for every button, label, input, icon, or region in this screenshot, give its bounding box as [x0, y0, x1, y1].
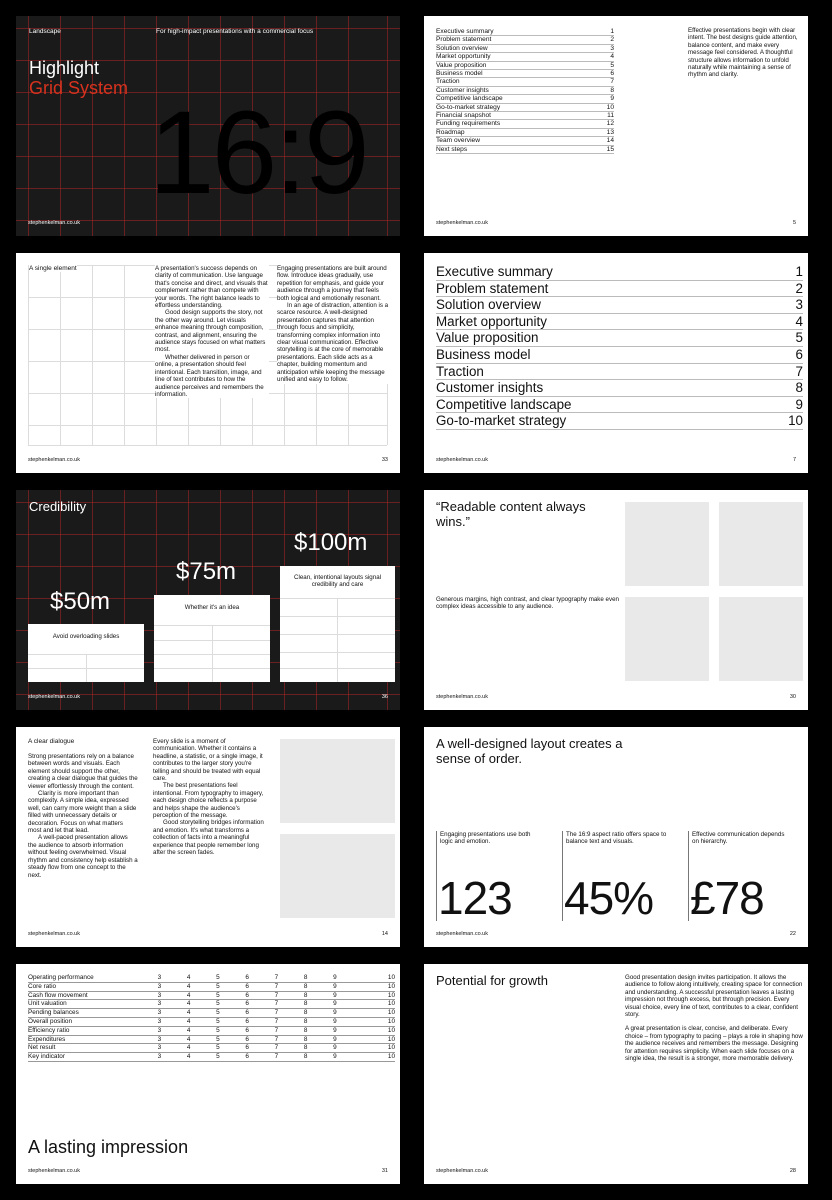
stat-value: $75m	[176, 558, 237, 585]
footer-site: stephenkelman.co.uk	[436, 220, 488, 226]
row-label: Cash flow movement	[28, 991, 132, 1000]
table-cell: 7	[249, 1009, 278, 1018]
table-cell: 6	[220, 1017, 249, 1026]
table-row	[28, 1009, 395, 1018]
body-text	[625, 974, 803, 1062]
page-number: 14	[381, 931, 388, 937]
toc-item-number: 13	[606, 128, 614, 136]
table-cell: 6	[220, 991, 249, 1000]
toc-item[interactable]	[436, 314, 803, 331]
page-number: 7	[792, 457, 796, 463]
paragraph: A great presentation is clear, concise, and deliberate. Every choice – from typography to pacing – plays a role in shaping how the audience receives and remembers the message. Designing for attention requires simplicity. When each slide focuses on a single idea, the result is a stronger, more memorable delivery.	[625, 1025, 803, 1063]
slide-contents	[424, 16, 808, 236]
toc-item[interactable]	[436, 397, 803, 414]
toc-item[interactable]	[436, 330, 803, 347]
toc-item-label: Market opportunity	[436, 53, 491, 61]
stat-card	[154, 595, 270, 682]
table-cell: 7	[249, 1026, 278, 1035]
table-cell: 9	[307, 982, 336, 991]
toc-item-number: 4	[610, 53, 614, 61]
slide-layout-order	[424, 727, 808, 947]
text-column-1	[155, 265, 269, 398]
slide-single-element	[16, 253, 400, 473]
table-cell: 8	[278, 991, 307, 1000]
toc-item-label: Solution overview	[436, 44, 488, 52]
footer-site: stephenkelman.co.uk	[28, 694, 80, 700]
table-cell: 9	[307, 1009, 336, 1018]
toc-item-number: 1	[795, 264, 803, 279]
slide-tagline: For high-impact presentations with a commercial focus	[156, 28, 314, 35]
toc-item[interactable]	[436, 28, 614, 36]
toc-item[interactable]	[436, 129, 614, 137]
toc-item-label: Go-to-market strategy	[436, 103, 501, 111]
toc-item-label: Business model	[436, 346, 531, 362]
row-label: Core ratio	[28, 982, 132, 991]
table-row	[28, 1053, 395, 1062]
page-number: 5	[792, 220, 796, 226]
stat-value: 123	[438, 872, 512, 924]
table-cell: 10	[337, 1000, 395, 1009]
table-cell: 7	[249, 1017, 278, 1026]
stat-value: 45%	[564, 872, 654, 924]
toc-item-number: 7	[610, 78, 614, 86]
table-cell: 9	[307, 1053, 336, 1062]
toc-item[interactable]	[436, 62, 614, 70]
table-cell: 6	[220, 1035, 249, 1044]
table-cell: 7	[249, 1035, 278, 1044]
page-title: A lasting impression	[28, 1137, 189, 1157]
table-cell: 6	[220, 1000, 249, 1009]
table-cell: 7	[249, 1053, 278, 1062]
table-cell: 4	[161, 1044, 190, 1053]
slide-metrics-table	[16, 964, 400, 1184]
image-placeholder	[719, 502, 803, 586]
toc-item[interactable]	[436, 95, 614, 103]
table-cell: 8	[278, 1035, 307, 1044]
table-cell: 5	[190, 974, 219, 982]
table-cell: 6	[220, 1009, 249, 1018]
table-cell: 7	[249, 974, 278, 982]
row-label: Unit valuation	[28, 1000, 132, 1009]
slide-readable-content	[424, 490, 808, 710]
table-cell: 8	[278, 1017, 307, 1026]
text-column-2	[277, 265, 390, 384]
table-cell: 5	[190, 1035, 219, 1044]
toc-item[interactable]	[436, 281, 803, 298]
toc-item-label: Go-to-market strategy	[436, 413, 567, 429]
toc-item[interactable]	[436, 87, 614, 95]
table-cell: 5	[190, 1017, 219, 1026]
row-label: Key indicator	[28, 1053, 132, 1062]
toc-item[interactable]	[436, 78, 614, 86]
table-cell: 8	[278, 1009, 307, 1018]
page-number: 33	[381, 457, 388, 463]
table-cell: 3	[132, 982, 161, 991]
toc-item-number: 4	[795, 313, 803, 329]
stat-caption: Engaging presentations use both logic and emotion.	[440, 831, 531, 846]
paragraph: Good design supports the story, not the other way around. Let visuals enhance meaning through composition, contrast, and alignment, ensuring the audience stays focused on what matters most.	[155, 309, 266, 354]
table-cell: 4	[161, 991, 190, 1000]
table-cell: 3	[132, 1017, 161, 1026]
text-column-2	[153, 738, 265, 857]
image-placeholder	[625, 597, 709, 681]
slide-clear-dialogue	[16, 727, 400, 947]
table-cell: 5	[190, 1053, 219, 1062]
stat-value: $50m	[50, 588, 111, 615]
footer-site: stephenkelman.co.uk	[436, 931, 488, 937]
footer-site: stephenkelman.co.uk	[28, 1168, 80, 1174]
table-cell: 3	[132, 1044, 161, 1053]
toc-item-number: 8	[795, 380, 803, 396]
toc-item-label: Executive summary	[436, 264, 553, 279]
toc-item-label: Value proposition	[436, 330, 539, 346]
toc-item-number: 10	[606, 103, 614, 111]
body-text: Generous margins, high contrast, and clear typography make even complex ideas accessible to any audience.	[436, 596, 619, 611]
slide-contents-large	[424, 253, 808, 473]
table-cell: 7	[249, 1044, 278, 1053]
page-title: A well-designed layout creates a sense of order.	[436, 736, 623, 766]
text-column-1	[28, 753, 138, 879]
toc-item[interactable]	[436, 380, 803, 397]
stat-card	[28, 624, 144, 682]
table-cell: 4	[161, 1000, 190, 1009]
page-number: 30	[789, 694, 796, 700]
toc-item-label: Problem statement	[436, 36, 492, 44]
toc-item-number: 9	[610, 95, 614, 103]
table-cell: 10	[337, 991, 395, 1000]
paragraph: Whether delivered in person or online, a presentation should feel intentional. Each transition, image, and line of text contributes to how the audience perceives and remembers the information.	[155, 353, 264, 398]
toc-item[interactable]	[436, 297, 803, 314]
toc-item-number: 2	[610, 36, 614, 44]
stat-caption: Effective communication depends on hierarchy.	[692, 831, 785, 846]
toc-item-number: 2	[795, 280, 803, 296]
table-cell: 9	[307, 974, 336, 982]
section-label: A clear dialogue	[28, 738, 75, 745]
toc-item[interactable]	[436, 112, 614, 120]
footer-site: stephenkelman.co.uk	[436, 694, 488, 700]
table-cell: 9	[307, 991, 336, 1000]
footer-site: stephenkelman.co.uk	[28, 457, 80, 463]
toc-item-label: Competitive landscape	[436, 396, 572, 412]
toc-item-number: 11	[607, 112, 614, 120]
table-cell: 6	[220, 1026, 249, 1035]
stat-caption: Avoid overloading slides	[52, 633, 120, 640]
stat-value: £78	[690, 872, 764, 924]
table-cell: 6	[220, 974, 249, 982]
table-cell: 3	[132, 1000, 161, 1009]
image-placeholder	[280, 834, 395, 918]
page-number: 22	[789, 931, 796, 937]
table-cell: 8	[278, 974, 307, 982]
stat-value: $100m	[294, 529, 368, 556]
table-cell: 8	[278, 982, 307, 991]
row-label: Expenditures	[28, 1035, 132, 1044]
table-row	[28, 1026, 395, 1035]
footer-site: stephenkelman.co.uk	[436, 1168, 488, 1174]
toc-item[interactable]	[436, 347, 803, 364]
toc-item-label: Roadmap	[436, 128, 465, 136]
paragraph: Strong presentations rely on a balance between words and visuals. Each element should support the other, creating a clear dialogue that guides the viewer effortlessly through the content.	[28, 753, 138, 790]
table-cell: 9	[307, 1035, 336, 1044]
row-label: Overall position	[28, 1017, 132, 1026]
table-cell: 3	[132, 1026, 161, 1035]
section-label: A single element	[29, 265, 77, 272]
toc-item-label: Financial snapshot	[436, 112, 491, 120]
table-cell: 6	[220, 1044, 249, 1053]
toc-item-number: 8	[610, 86, 614, 94]
table-cell: 4	[161, 1009, 190, 1018]
toc-item[interactable]	[436, 70, 614, 78]
table-row	[28, 1035, 395, 1044]
table-cell: 3	[132, 1053, 161, 1062]
slide-potential-growth	[424, 964, 808, 1184]
page-number: 36	[381, 694, 388, 700]
table-cell: 7	[249, 982, 278, 991]
stat-caption: Clean, intentional layouts signal credibility and care	[293, 574, 382, 589]
metrics-table	[28, 974, 395, 1062]
row-label: Efficiency ratio	[28, 1026, 132, 1035]
table-row	[28, 1044, 395, 1053]
toc-item-number: 15	[606, 145, 614, 153]
toc-item-label: Executive summary	[436, 28, 494, 35]
image-placeholder	[280, 739, 395, 823]
toc-item-number: 10	[788, 413, 803, 429]
table-row	[28, 982, 395, 991]
table-cell: 9	[307, 1044, 336, 1053]
toc-item[interactable]	[436, 264, 803, 281]
table-cell: 4	[161, 1017, 190, 1026]
table-cell: 6	[220, 1053, 249, 1062]
table-cell: 3	[132, 974, 161, 982]
table-cell: 5	[190, 982, 219, 991]
row-label: Operating performance	[28, 974, 132, 982]
image-placeholder	[625, 502, 709, 586]
toc-item[interactable]	[436, 104, 614, 112]
image-placeholder	[719, 597, 803, 681]
toc-item-label: Solution overview	[436, 297, 541, 313]
table-cell: 5	[190, 991, 219, 1000]
table-cell: 7	[249, 1000, 278, 1009]
toc-item-number: 3	[795, 297, 803, 313]
paragraph: Clarity is more important than complexity. A simple idea, expressed well, can carry more weight than a slide filled with unnecessary details or decoration. Focus on what matters most and let that lead.	[28, 790, 137, 835]
table-cell: 5	[190, 1009, 219, 1018]
toc-list	[436, 28, 614, 154]
table-row	[28, 1000, 395, 1009]
table-cell: 5	[190, 1026, 219, 1035]
row-label: Pending balances	[28, 1009, 132, 1018]
paragraph: The best presentations feel intentional. From typography to imagery, each design choice reflects a purpose and helps shape the audience's perception of the message.	[153, 782, 264, 820]
toc-item-number: 14	[606, 137, 614, 145]
toc-item-number: 9	[795, 396, 803, 412]
toc-item[interactable]	[436, 45, 614, 53]
toc-item[interactable]	[436, 146, 614, 154]
toc-item-label: Customer insights	[436, 86, 489, 94]
row-label: Net result	[28, 1044, 132, 1053]
stat-card	[280, 566, 395, 682]
toc-item[interactable]	[436, 413, 803, 430]
toc-item[interactable]	[436, 137, 614, 145]
page-title: Credibility	[29, 499, 87, 514]
table-cell: 10	[337, 974, 395, 982]
paragraph: Good presentation design invites participation. It allows the audience to follow along intuitively, creating space for connection and understanding. A successful presentation leaves a lasting impression not through excess, but through precision. Every visual choice, every line of text, contributes to a clear, confident story.	[625, 974, 803, 1019]
table-cell: 10	[337, 1053, 395, 1062]
stat-caption: Whether it's an idea	[184, 604, 240, 611]
paragraph: Good storytelling bridges information and emotion. It's what transforms a collection of facts into a meaningful experience that people remember long after the screen fades.	[153, 819, 264, 857]
toc-item-label: Traction	[436, 78, 460, 86]
paragraph: Engaging presentations are built around flow. Introduce ideas gradually, use repetition for emphasis, and guide your audience through a journey that feels both logical and emotionally resonant.	[277, 265, 387, 302]
table-cell: 9	[307, 1026, 336, 1035]
footer-site: stephenkelman.co.uk	[28, 931, 80, 937]
stat-caption: The 16:9 aspect ratio offers space to balance text and visuals.	[566, 831, 667, 846]
page-title: Highlight Grid System	[29, 58, 129, 98]
toc-item-number: 5	[795, 330, 803, 346]
table-cell: 6	[220, 982, 249, 991]
intro-text: Effective presentations begin with clear intent. The best designs guide attention, balance content, and make every message feel considered. A thoughtful structure allows information to unfold naturally while maintaining a sense of rhythm and clarity.	[688, 27, 798, 79]
toc-item-label: Competitive landscape	[436, 95, 503, 103]
toc-item-number: 3	[610, 44, 614, 52]
paragraph: Every slide is a moment of communication. Whether it contains a headline, a statistic, or a single image, it contributes to the larger story you're telling and should be treated with equal care.	[153, 738, 263, 783]
page-number: 31	[381, 1168, 388, 1174]
table-cell: 5	[190, 1044, 219, 1053]
toc-item-label: Next steps	[436, 145, 468, 153]
toc-list	[436, 264, 803, 430]
table-cell: 7	[249, 991, 278, 1000]
toc-item-number: 7	[795, 363, 803, 379]
toc-item-number: 12	[606, 120, 614, 128]
toc-item-label: Problem statement	[436, 280, 549, 296]
table-cell: 3	[132, 1009, 161, 1018]
table-cell: 8	[278, 1044, 307, 1053]
toc-item-number: 6	[795, 346, 803, 362]
toc-item[interactable]	[436, 36, 614, 44]
table-cell: 8	[278, 1000, 307, 1009]
pull-quote: “Readable content always wins.”	[436, 499, 586, 529]
table-cell: 4	[161, 1053, 190, 1062]
table-cell: 10	[337, 1035, 395, 1044]
table-cell: 4	[161, 1026, 190, 1035]
footer-site: stephenkelman.co.uk	[28, 220, 80, 226]
page-title: Potential for growth	[436, 973, 549, 988]
toc-item[interactable]	[436, 120, 614, 128]
table-cell: 4	[161, 974, 190, 982]
table-cell: 8	[278, 1026, 307, 1035]
aspect-ratio-display: 16:9	[149, 87, 367, 219]
slide-grid-system	[16, 16, 400, 236]
paragraph: A presentation's success depends on clarity of communication. Use language that's concise and direct, and visuals that complement rather than compete with your words. The right balance leads to effortless understanding.	[155, 265, 268, 310]
table-cell: 3	[132, 991, 161, 1000]
table-cell: 8	[278, 1053, 307, 1062]
table-cell: 9	[307, 1000, 336, 1009]
toc-item-number: 5	[610, 61, 614, 69]
toc-item[interactable]	[436, 53, 614, 61]
table-cell: 3	[132, 1035, 161, 1044]
table-cell: 10	[337, 982, 395, 991]
table-cell: 5	[190, 1000, 219, 1009]
slide-credibility	[16, 490, 400, 710]
toc-item-label: Customer insights	[436, 380, 544, 396]
toc-item-label: Business model	[436, 70, 483, 78]
toc-item-label: Traction	[436, 363, 484, 379]
table-cell: 4	[161, 982, 190, 991]
toc-item[interactable]	[436, 364, 803, 381]
table-row	[28, 974, 395, 982]
paragraph: A well-paced presentation allows the audience to absorb information without feeling overwhelmed. Visual rhythm and consistency help establish a steady flow from one concept to the next.	[28, 834, 138, 879]
paragraph: In an age of distraction, attention is a scarce resource. A well-designed presentation captures that attention through focus and simplicity, transforming complex information into clear visual communication. Effective storytelling is at the core of memorable presentations. Each slide acts as a chapter, building momentum and anticipation while keeping the message unified and easy to follow.	[277, 302, 389, 384]
toc-item-label: Team overview	[436, 137, 480, 145]
table-cell: 10	[337, 1009, 395, 1018]
table-cell: 10	[337, 1017, 395, 1026]
page-number: 28	[789, 1168, 796, 1174]
toc-item-label: Value proposition	[436, 61, 487, 69]
toc-item-number: 1	[610, 28, 614, 35]
footer-site: stephenkelman.co.uk	[436, 457, 488, 463]
toc-item-label: Funding requirements	[436, 120, 501, 128]
table-cell: 10	[337, 1026, 395, 1035]
table-row	[28, 1017, 395, 1026]
table-cell: 10	[337, 1044, 395, 1053]
table-row	[28, 991, 395, 1000]
toc-item-number: 6	[610, 70, 614, 78]
slide-label: Landscape	[29, 28, 61, 35]
toc-item-label: Market opportunity	[436, 313, 547, 329]
table-cell: 4	[161, 1035, 190, 1044]
table-cell: 9	[307, 1017, 336, 1026]
